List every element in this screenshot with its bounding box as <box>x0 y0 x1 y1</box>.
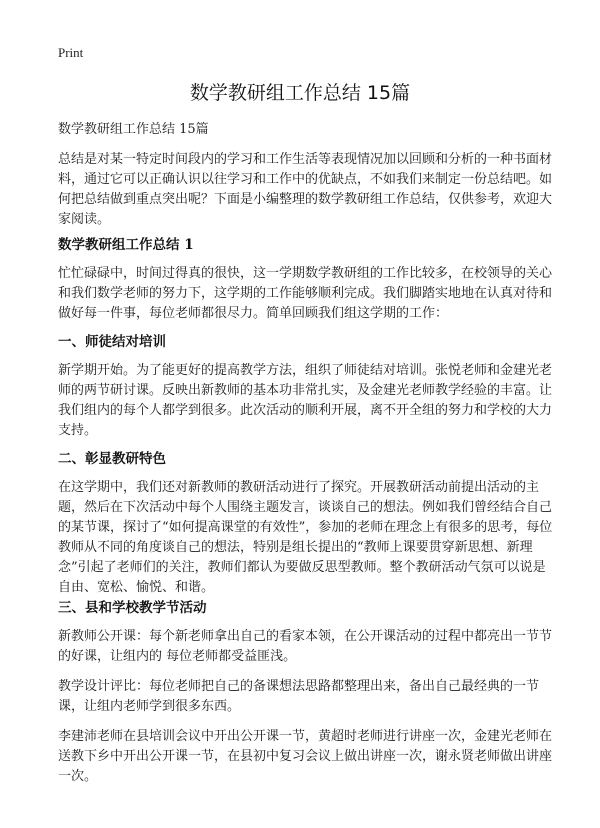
subsection-paragraph: 新学期开始。为了能更好的提高教学方法，组织了师徒结对培训。张悦老师和金建光老师的两节研讨课。反映出新教师的基本功非常扎实，及金建光老师教学经验的丰富。让我们组内的每个人都学到很多。此次活动的顺利开展，离不开全组的努力和学校的大力支持。 <box>58 363 553 438</box>
subsection-heading: 三、县和学校教学节活动 <box>58 600 207 616</box>
section-heading: 数学教研组工作总结 1 <box>58 237 194 253</box>
subsection-paragraph: 李建沛老师在县培训会议中开出公开课一节，黄超时老师进行讲座一次，金建光老师在送教下乡中开出公开课一节，在县初中复习会议上做出讲座一次，谢永贤老师做出讲座一次。 <box>58 729 553 784</box>
page-title: 数学教研组工作总结 15篇 <box>189 82 411 104</box>
print-link[interactable]: Print <box>58 45 84 60</box>
subsection-paragraph: 在这学期中，我们还对新教师的教研活动进行了探究。开展教研活动前提出活动的主题，然后在下次活动中每个人围绕主题发言，谈谈自己的想法。例如我们曾经结合自己的某节课，探讨了“如何提高课堂的有效性”，参加的老师在理念上有很多的思考，每位教师从不同的角度谈自己的想法，特别是组长提出的“教师上课要贯穿新思想、新理念”引起了老师们的关注，教师们都认为要做反思型教师。整个教研活动气氛可以说是自由、宽松、愉悦、和谐。 <box>58 480 553 595</box>
document-subtitle: 数学教研组工作总结 15篇 <box>58 122 209 137</box>
section-paragraph: 忙忙碌碌中，时间过得真的很快，这一学期数学教研组的工作比较多，在校领导的关心和我们数学老师的努力下，这学期的工作能够顺利完成。我们脚踏实地地在认真对待和做好每一件事，每位老师都很尽力。简单回顾我们组这学期的工作： <box>58 266 553 321</box>
intro-paragraph: 总结是对某一特定时间段内的学习和工作生活等表现情况加以回顾和分析的一种书面材料，通过它可以正确认识以往学习和工作中的优缺点，不如我们来制定一份总结吧。如何把总结做到重点突出呢？下面是小编整理的数学教研组工作总结，仅供参考，欢迎大家阅读。 <box>58 152 553 227</box>
subsection-heading: 一、师徒结对培训 <box>58 334 166 350</box>
subsection-paragraph: 新教师公开课：每个新老师拿出自己的看家本领，在公开课活动的过程中都亮出一节节的好课，让组内的 每位老师都受益匪浅。 <box>58 629 553 664</box>
subsection-heading: 二、彰显教研特色 <box>58 451 166 467</box>
subsection-paragraph: 教学设计评比：每位老师把自己的备课想法思路都整理出来，备出自己最经典的一节课，让组内老师学到很多东西。 <box>58 679 540 714</box>
